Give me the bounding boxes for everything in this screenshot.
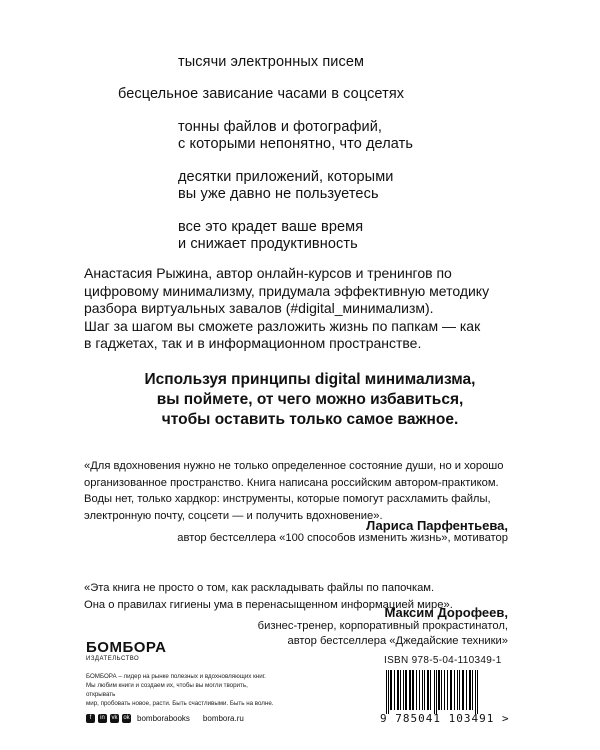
- quote-author-role: автор бестселлера «100 способов изменить жизнь», мотиватор: [177, 532, 508, 544]
- callout-line: Используя принципы digital минимализма,: [144, 371, 476, 388]
- publisher-description-line: мир, пробовать новое, расти. Быть счастливыми. Быть на волне.: [86, 700, 274, 707]
- vk-icon[interactable]: vk: [111, 715, 118, 721]
- barcode: [384, 670, 514, 714]
- publisher-description-line: Мы любим книги и создаем их, чтобы вы могли творить, открывать: [86, 682, 248, 698]
- quote-author: Лариса Парфентьева,: [366, 518, 508, 533]
- barcode-digits: 9 785041 103491 >: [380, 712, 510, 725]
- statement-line: бесцельное зависание часами в соцсетях: [118, 86, 405, 102]
- quote-author-role: [258, 619, 508, 649]
- description-line: в гаджетах, так и в информационном пространстве.: [84, 335, 422, 351]
- statement: [178, 119, 558, 153]
- social-links: [86, 714, 286, 723]
- review-quote: [84, 458, 524, 524]
- statement-line: все это крадет ваше время: [178, 219, 364, 235]
- quote-author: Максим Дорофеев,: [384, 605, 508, 620]
- statement-line: вы уже давно не пользуетесь: [178, 186, 379, 202]
- book-description: [84, 265, 544, 353]
- description-line: Анастасия Рыжина, автор онлайн-курсов и тренингов по: [84, 265, 452, 281]
- bold-callout: [100, 370, 520, 430]
- quote-line: электронную почту, соцсети — и получить вдохновение».: [84, 509, 383, 522]
- publisher-block: [86, 640, 286, 723]
- description-line: Шаг за шагом вы сможете разложить жизнь по папкам — как: [84, 317, 481, 334]
- odnoklassniki-icon[interactable]: ok: [123, 715, 130, 721]
- author-role-line: бизнес-тренер, корпоративный прокрастинатол,: [257, 620, 508, 632]
- publisher-logo: БОМБОРА: [86, 639, 167, 656]
- statement: [178, 54, 558, 71]
- description-line: цифровому минимализму, придумала эффективную методику: [84, 282, 490, 299]
- quote-line: «Эта книга не просто о том, как раскладывать файлы по папочкам.: [84, 582, 435, 594]
- publisher-description: [86, 672, 276, 708]
- quote-line: Она о правилах гигиены ума в перенасыщенном информацией мире».: [84, 598, 453, 611]
- statement-line: с которыми непонятно, что делать: [178, 136, 414, 152]
- social-handle[interactable]: bomborabooks: [137, 714, 190, 723]
- description-line: разбора виртуальных завалов (#digital_минимализм).: [84, 300, 434, 316]
- quote-line: организованное пространство. Книга написана российским автором-практиком.: [84, 476, 499, 489]
- statement-line: и снижает продуктивность: [178, 236, 358, 252]
- statement: [118, 86, 558, 103]
- isbn-label: ISBN 978-5-04-110349-1: [384, 655, 502, 666]
- callout-line: чтобы оставить только самое важное.: [161, 411, 459, 428]
- quote-line: Воды нет, только хардкор: инструменты, которые помогут расхламить файлы,: [84, 493, 491, 505]
- statement-line: тонны файлов и фотографий,: [178, 119, 383, 135]
- quote-line: «Для вдохновения нужно не только определенное состояние души, но и хорошо: [84, 460, 504, 472]
- statement: [178, 219, 558, 253]
- publisher-logo-subtitle: ИЗДАТЕЛЬСТВО: [86, 656, 140, 662]
- callout-line: вы поймете, от чего можно избавиться,: [156, 391, 464, 408]
- publisher-description-line: БОМБОРА – лидер на рынке полезных и вдохновляющих книг.: [86, 673, 266, 680]
- statement-line: тысячи электронных писем: [178, 54, 365, 70]
- statement-line: десятки приложений, которыми: [178, 169, 394, 185]
- instagram-icon[interactable]: in: [98, 714, 107, 723]
- feature-statements: [118, 54, 558, 269]
- facebook-icon[interactable]: f: [86, 714, 95, 723]
- publisher-website[interactable]: bombora.ru: [202, 714, 244, 723]
- author-role-line: автор бестселлера «Джедайские техники»: [287, 635, 508, 647]
- statement: [178, 169, 558, 203]
